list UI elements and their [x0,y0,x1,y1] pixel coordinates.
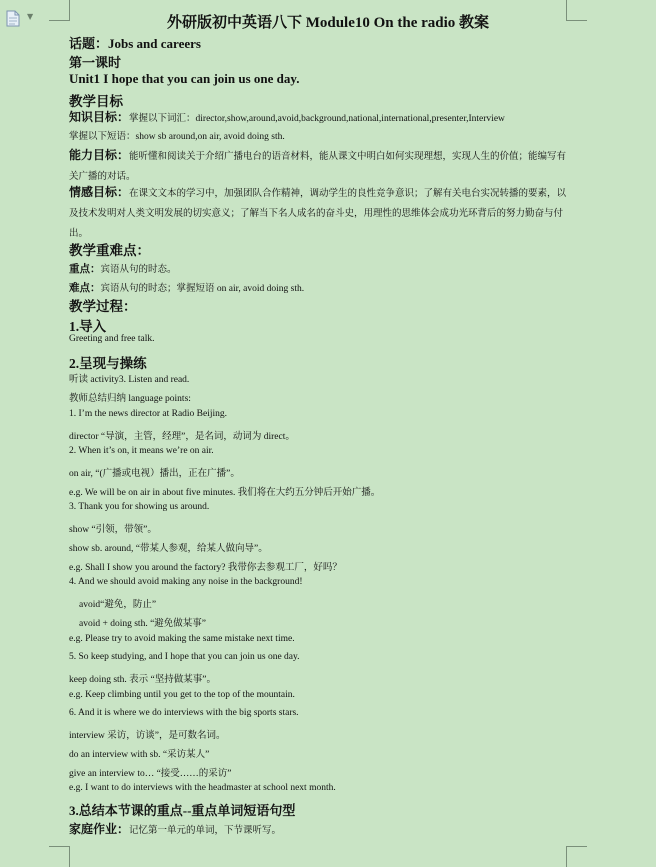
key-point-label: 重点： [69,264,101,275]
knowledge-label: 知识目标： [69,110,130,124]
objectives-heading: 教学目标 [69,94,123,109]
step2-line: do an interview with sb. “采访某人” [69,750,210,760]
lesson-heading: 第一课时 [69,55,122,70]
ability-objective [69,146,573,186]
page-title: 外研版初中英语八下 Module10 On the radio 教案 [166,15,490,31]
step3-heading: 3.总结本节课的重点--重点单词短语句型 [69,803,296,818]
emotion-objective [69,183,573,243]
step2-line: interview 采访，访谈”，是可数名词。 [69,731,226,741]
step2-line: on air, “(广播或电视）播出，正在广播”。 [69,469,240,479]
step2-line: avoid“避免，防止” [79,600,157,610]
difficult-point-value: 宾语从句的时态；掌握短语 on air, avoid doing sth. [100,284,305,294]
step2-line: 2. When it’s on, it means we’re on air. [69,446,214,456]
topic-line [69,33,201,53]
step2-line: director “导演，主管，经理”，是名词，动词为 direct。 [69,432,295,442]
step2-line: e.g. Please try to avoid making the same mistake next time. [69,634,295,644]
key-point [69,259,177,277]
step2-line: e.g. Keep climbing until you get to the top of the mountain. [69,690,295,700]
step2-line: give an interview to… “接受……的采访” [69,769,232,779]
key-point-value: 宾语从句的时态。 [100,265,177,275]
key-points-heading: 教学重难点： [69,243,150,258]
step2-line: 5. So keep studying, and I hope that you can join us one day. [69,652,300,662]
step2-line: 4. And we should avoid making any noise in the background! [69,577,303,587]
difficult-point [69,278,304,296]
knowledge-objective [69,108,505,126]
step2-line: keep doing sth. 表示 “坚持做某事”。 [69,675,216,685]
step2-line: e.g. I want to do interviews with the headmaster at school next month. [69,783,336,793]
ability-value: 能听懂和阅读关于介绍广播电台的语音材料，能从课文中明白如何实现理想，实现人生的价值；能编写有关广播的对话。 [69,152,567,182]
knowledge-phrases: 掌握以下短语：show sb around,on air, avoid doing sth. [69,132,285,142]
knowledge-value: 掌握以下词汇：director,show,around,avoid,background,national,international,presenter,Interview [129,114,505,124]
step2-line: 听读 activity3. Listen and read. [69,375,190,385]
step2-line: avoid + doing sth. “避免做某事” [79,619,206,629]
page-corner-mark-bottom-right [566,846,587,867]
step1-heading: 1.导入 [69,319,107,334]
step2-heading: 2.呈现与操练 [69,356,147,371]
step1-text: Greeting and free talk. [69,334,155,344]
homework [69,820,281,838]
topic-value: Jobs and careers [108,36,201,51]
difficult-point-label: 难点： [69,283,101,294]
unit-heading: Unit1 I hope that you can join us one day. [69,71,300,86]
emotion-value: 在课文文本的学习中，加强团队合作精神，调动学生的良性竞争意识；了解有关电台实况转播的要素，以及技术发明对人类文明发展的切实意义；了解当下名人成名的奋斗史，用理性的思维体会成功光环背后的努力勤奋与付出。 [69,189,567,239]
page-corner-mark-bottom-left [49,846,70,867]
step2-line: e.g. We will be on air in about five minutes. 我们将在大约五分钟后开始广播。 [69,488,381,498]
topic-label: 话题： [69,36,109,51]
step2-line: show sb. around, “带某人参观，给某人做向导”。 [69,544,268,554]
ability-label: 能力目标： [69,148,130,162]
step2-line: e.g. Shall I show you around the factory? 我带你去参观工厂，好吗？ [69,563,342,573]
process-heading: 教学过程： [69,299,137,314]
emotion-label: 情感目标： [69,185,130,199]
step2-line: 3. Thank you for showing us around. [69,502,210,512]
step2-line: 6. And it is where we do interviews with the big sports stars. [69,708,299,718]
step2-line: 教师总结归纳 language points: [69,394,191,404]
homework-value: 记忆第一单元的单词，下节课听写。 [129,826,282,836]
homework-label: 家庭作业： [69,822,130,836]
step2-line: show “引领，带领”。 [69,525,157,535]
dropdown-arrow-icon[interactable]: ▼ [27,12,34,21]
step2-line: 1. I’m the news director at Radio Beijing. [69,409,228,419]
